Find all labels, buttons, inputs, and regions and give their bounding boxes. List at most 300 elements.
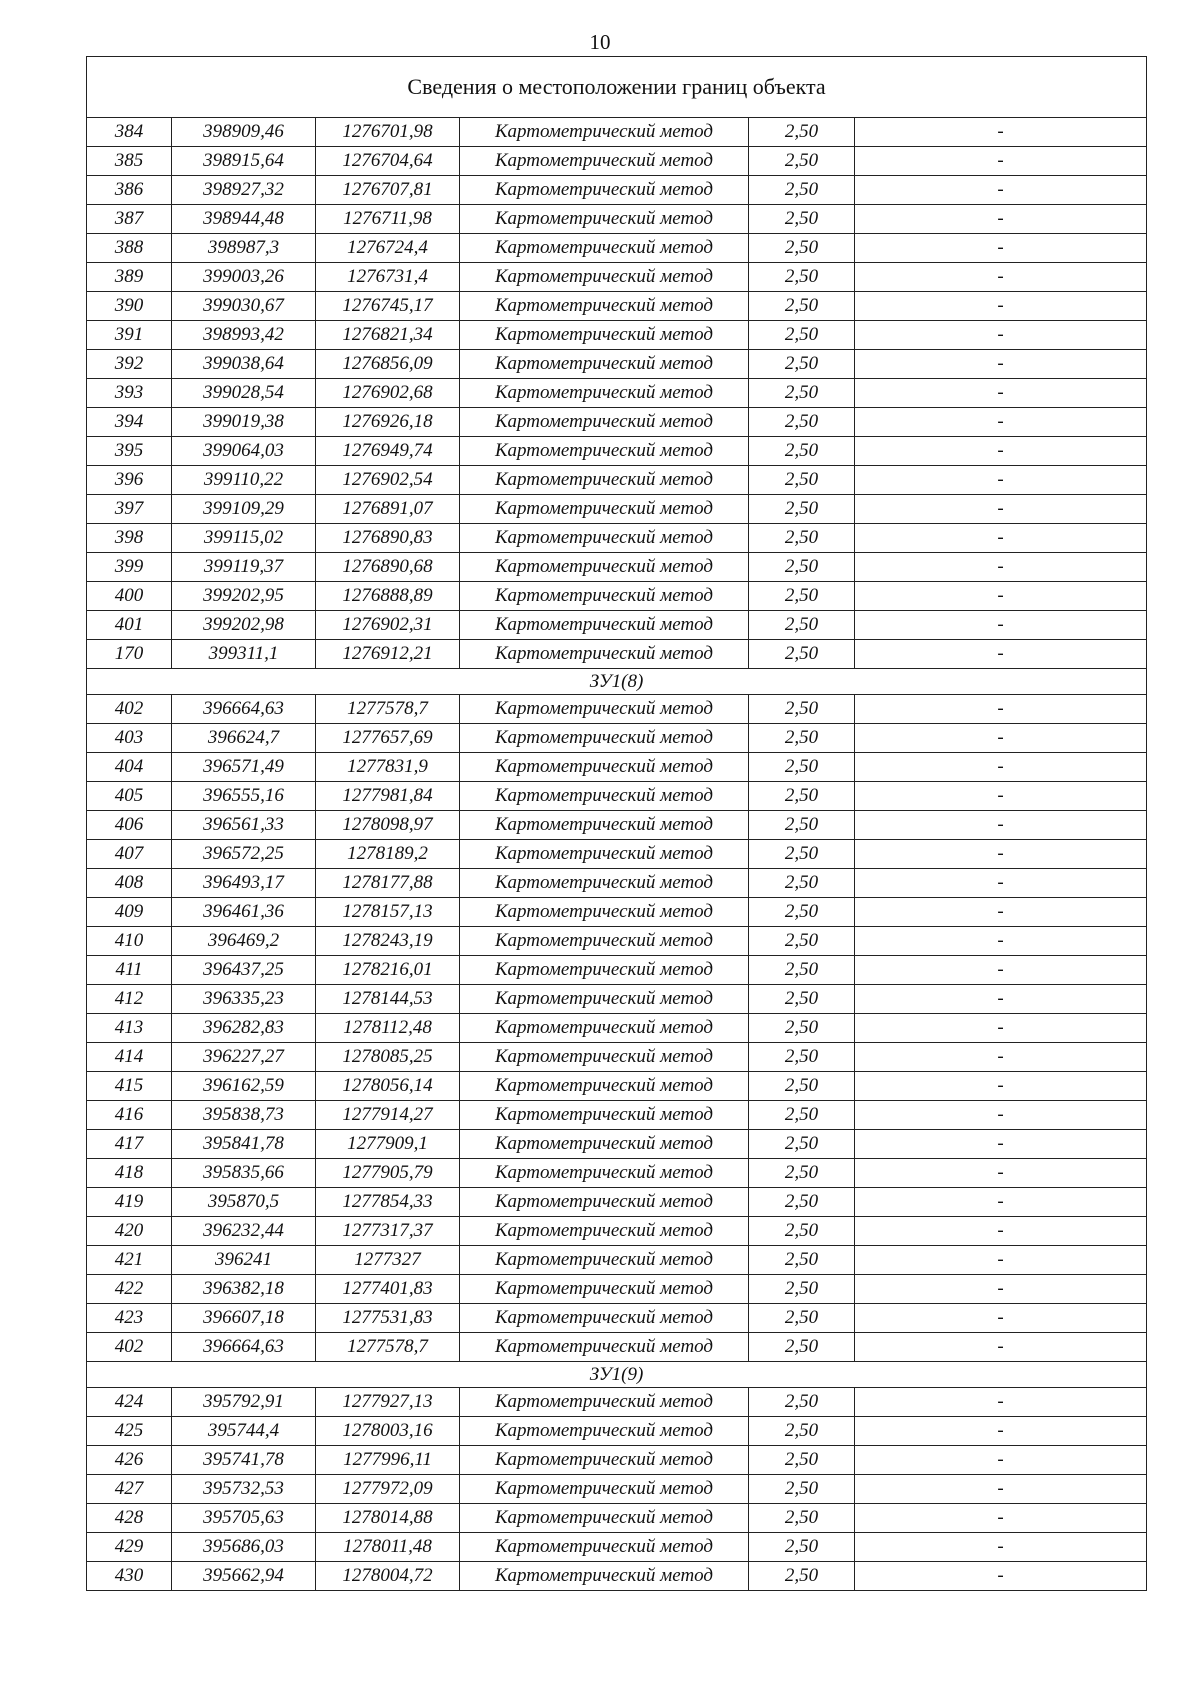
point-number-cell: 397 <box>87 495 172 524</box>
y-coordinate-cell: 1278157,13 <box>316 898 460 927</box>
method-cell: Картометрический метод <box>460 1275 749 1304</box>
accuracy-cell: 2,50 <box>749 118 855 147</box>
accuracy-cell: 2,50 <box>749 1217 855 1246</box>
x-coordinate-cell: 396227,27 <box>172 1043 316 1072</box>
table-row <box>87 321 1147 350</box>
description-cell: - <box>855 408 1147 437</box>
table-title-row <box>87 57 1147 118</box>
y-coordinate-cell: 1277401,83 <box>316 1275 460 1304</box>
accuracy-cell: 2,50 <box>749 869 855 898</box>
accuracy-cell: 2,50 <box>749 640 855 669</box>
x-coordinate-cell: 399003,26 <box>172 263 316 292</box>
description-cell: - <box>855 553 1147 582</box>
x-coordinate-cell: 399110,22 <box>172 466 316 495</box>
table-row <box>87 263 1147 292</box>
y-coordinate-cell: 1276704,64 <box>316 147 460 176</box>
table-row <box>87 724 1147 753</box>
y-coordinate-cell: 1276701,98 <box>316 118 460 147</box>
table-row <box>87 524 1147 553</box>
method-cell: Картометрический метод <box>460 1101 749 1130</box>
method-cell: Картометрический метод <box>460 869 749 898</box>
x-coordinate-cell: 395870,5 <box>172 1188 316 1217</box>
table-row <box>87 1217 1147 1246</box>
x-coordinate-cell: 398909,46 <box>172 118 316 147</box>
accuracy-cell: 2,50 <box>749 927 855 956</box>
table-row <box>87 1014 1147 1043</box>
y-coordinate-cell: 1278014,88 <box>316 1504 460 1533</box>
description-cell: - <box>855 1275 1147 1304</box>
point-number-cell: 416 <box>87 1101 172 1130</box>
table-row <box>87 495 1147 524</box>
point-number-cell: 426 <box>87 1446 172 1475</box>
method-cell: Картометрический метод <box>460 611 749 640</box>
point-number-cell: 405 <box>87 782 172 811</box>
method-cell: Картометрический метод <box>460 1043 749 1072</box>
point-number-cell: 417 <box>87 1130 172 1159</box>
accuracy-cell: 2,50 <box>749 1130 855 1159</box>
table-row <box>87 1417 1147 1446</box>
y-coordinate-cell: 1278144,53 <box>316 985 460 1014</box>
point-number-cell: 420 <box>87 1217 172 1246</box>
section-header: ЗУ1(8) <box>87 669 1147 695</box>
description-cell: - <box>855 466 1147 495</box>
y-coordinate-cell: 1276711,98 <box>316 205 460 234</box>
y-coordinate-cell: 1276856,09 <box>316 350 460 379</box>
method-cell: Картометрический метод <box>460 582 749 611</box>
y-coordinate-cell: 1277854,33 <box>316 1188 460 1217</box>
accuracy-cell: 2,50 <box>749 205 855 234</box>
description-cell: - <box>855 292 1147 321</box>
y-coordinate-cell: 1277578,7 <box>316 695 460 724</box>
table-row <box>87 898 1147 927</box>
point-number-cell: 421 <box>87 1246 172 1275</box>
table-row <box>87 1043 1147 1072</box>
accuracy-cell: 2,50 <box>749 1475 855 1504</box>
description-cell: - <box>855 1159 1147 1188</box>
point-number-cell: 388 <box>87 234 172 263</box>
description-cell: - <box>855 640 1147 669</box>
description-cell: - <box>855 582 1147 611</box>
method-cell: Картометрический метод <box>460 1333 749 1362</box>
table-row <box>87 147 1147 176</box>
y-coordinate-cell: 1278004,72 <box>316 1562 460 1591</box>
section-header-row <box>87 1362 1147 1388</box>
method-cell: Картометрический метод <box>460 811 749 840</box>
table-row <box>87 840 1147 869</box>
x-coordinate-cell: 395741,78 <box>172 1446 316 1475</box>
method-cell: Картометрический метод <box>460 1188 749 1217</box>
table-row <box>87 956 1147 985</box>
x-coordinate-cell: 396437,25 <box>172 956 316 985</box>
accuracy-cell: 2,50 <box>749 1014 855 1043</box>
y-coordinate-cell: 1277909,1 <box>316 1130 460 1159</box>
description-cell: - <box>855 695 1147 724</box>
y-coordinate-cell: 1276926,18 <box>316 408 460 437</box>
x-coordinate-cell: 396555,16 <box>172 782 316 811</box>
description-cell: - <box>855 753 1147 782</box>
table-row <box>87 1246 1147 1275</box>
method-cell: Картометрический метод <box>460 350 749 379</box>
point-number-cell: 413 <box>87 1014 172 1043</box>
point-number-cell: 400 <box>87 582 172 611</box>
description-cell: - <box>855 1072 1147 1101</box>
x-coordinate-cell: 396335,23 <box>172 985 316 1014</box>
description-cell: - <box>855 1562 1147 1591</box>
accuracy-cell: 2,50 <box>749 1159 855 1188</box>
y-coordinate-cell: 1276724,4 <box>316 234 460 263</box>
y-coordinate-cell: 1278056,14 <box>316 1072 460 1101</box>
description-cell: - <box>855 811 1147 840</box>
point-number-cell: 402 <box>87 1333 172 1362</box>
x-coordinate-cell: 396572,25 <box>172 840 316 869</box>
accuracy-cell: 2,50 <box>749 753 855 782</box>
method-cell: Картометрический метод <box>460 1504 749 1533</box>
accuracy-cell: 2,50 <box>749 1246 855 1275</box>
x-coordinate-cell: 399038,64 <box>172 350 316 379</box>
x-coordinate-cell: 398993,42 <box>172 321 316 350</box>
point-number-cell: 385 <box>87 147 172 176</box>
accuracy-cell: 2,50 <box>749 1188 855 1217</box>
point-number-cell: 389 <box>87 263 172 292</box>
table-row <box>87 811 1147 840</box>
table-row <box>87 234 1147 263</box>
point-number-cell: 422 <box>87 1275 172 1304</box>
description-cell: - <box>855 782 1147 811</box>
y-coordinate-cell: 1278011,48 <box>316 1533 460 1562</box>
point-number-cell: 386 <box>87 176 172 205</box>
table-row <box>87 1188 1147 1217</box>
x-coordinate-cell: 399109,29 <box>172 495 316 524</box>
y-coordinate-cell: 1276902,68 <box>316 379 460 408</box>
method-cell: Картометрический метод <box>460 898 749 927</box>
accuracy-cell: 2,50 <box>749 147 855 176</box>
y-coordinate-cell: 1278085,25 <box>316 1043 460 1072</box>
method-cell: Картометрический метод <box>460 176 749 205</box>
description-cell: - <box>855 1533 1147 1562</box>
accuracy-cell: 2,50 <box>749 1504 855 1533</box>
accuracy-cell: 2,50 <box>749 956 855 985</box>
accuracy-cell: 2,50 <box>749 1533 855 1562</box>
x-coordinate-cell: 395841,78 <box>172 1130 316 1159</box>
x-coordinate-cell: 396282,83 <box>172 1014 316 1043</box>
x-coordinate-cell: 395732,53 <box>172 1475 316 1504</box>
x-coordinate-cell: 396382,18 <box>172 1275 316 1304</box>
x-coordinate-cell: 399064,03 <box>172 437 316 466</box>
accuracy-cell: 2,50 <box>749 321 855 350</box>
point-number-cell: 409 <box>87 898 172 927</box>
description-cell: - <box>855 147 1147 176</box>
x-coordinate-cell: 399119,37 <box>172 553 316 582</box>
description-cell: - <box>855 1446 1147 1475</box>
table-row <box>87 379 1147 408</box>
point-number-cell: 419 <box>87 1188 172 1217</box>
method-cell: Картометрический метод <box>460 408 749 437</box>
x-coordinate-cell: 395744,4 <box>172 1417 316 1446</box>
table-row <box>87 1446 1147 1475</box>
y-coordinate-cell: 1277914,27 <box>316 1101 460 1130</box>
x-coordinate-cell: 399028,54 <box>172 379 316 408</box>
description-cell: - <box>855 350 1147 379</box>
point-number-cell: 424 <box>87 1388 172 1417</box>
method-cell: Картометрический метод <box>460 263 749 292</box>
table-row <box>87 176 1147 205</box>
description-cell: - <box>855 1188 1147 1217</box>
description-cell: - <box>855 869 1147 898</box>
accuracy-cell: 2,50 <box>749 1446 855 1475</box>
description-cell: - <box>855 524 1147 553</box>
point-number-cell: 425 <box>87 1417 172 1446</box>
y-coordinate-cell: 1276902,54 <box>316 466 460 495</box>
point-number-cell: 418 <box>87 1159 172 1188</box>
accuracy-cell: 2,50 <box>749 234 855 263</box>
y-coordinate-cell: 1278216,01 <box>316 956 460 985</box>
method-cell: Картометрический метод <box>460 1130 749 1159</box>
y-coordinate-cell: 1277531,83 <box>316 1304 460 1333</box>
accuracy-cell: 2,50 <box>749 292 855 321</box>
table-row <box>87 1101 1147 1130</box>
x-coordinate-cell: 396162,59 <box>172 1072 316 1101</box>
y-coordinate-cell: 1277317,37 <box>316 1217 460 1246</box>
method-cell: Картометрический метод <box>460 985 749 1014</box>
x-coordinate-cell: 399019,38 <box>172 408 316 437</box>
method-cell: Картометрический метод <box>460 840 749 869</box>
method-cell: Картометрический метод <box>460 1014 749 1043</box>
method-cell: Картометрический метод <box>460 1533 749 1562</box>
point-number-cell: 410 <box>87 927 172 956</box>
x-coordinate-cell: 399202,98 <box>172 611 316 640</box>
x-coordinate-cell: 396664,63 <box>172 1333 316 1362</box>
y-coordinate-cell: 1277578,7 <box>316 1333 460 1362</box>
table-row <box>87 1304 1147 1333</box>
table-row <box>87 869 1147 898</box>
description-cell: - <box>855 840 1147 869</box>
method-cell: Картометрический метод <box>460 1417 749 1446</box>
boundary-coordinates-table <box>86 56 1147 1591</box>
accuracy-cell: 2,50 <box>749 1417 855 1446</box>
description-cell: - <box>855 495 1147 524</box>
table-row <box>87 611 1147 640</box>
description-cell: - <box>855 1333 1147 1362</box>
accuracy-cell: 2,50 <box>749 724 855 753</box>
point-number-cell: 415 <box>87 1072 172 1101</box>
description-cell: - <box>855 437 1147 466</box>
x-coordinate-cell: 396232,44 <box>172 1217 316 1246</box>
x-coordinate-cell: 395838,73 <box>172 1101 316 1130</box>
method-cell: Картометрический метод <box>460 147 749 176</box>
point-number-cell: 407 <box>87 840 172 869</box>
table-row <box>87 408 1147 437</box>
method-cell: Картометрический метод <box>460 321 749 350</box>
accuracy-cell: 2,50 <box>749 524 855 553</box>
accuracy-cell: 2,50 <box>749 437 855 466</box>
description-cell: - <box>855 1504 1147 1533</box>
method-cell: Картометрический метод <box>460 553 749 582</box>
y-coordinate-cell: 1278243,19 <box>316 927 460 956</box>
point-number-cell: 428 <box>87 1504 172 1533</box>
table-row <box>87 640 1147 669</box>
description-cell: - <box>855 321 1147 350</box>
accuracy-cell: 2,50 <box>749 1562 855 1591</box>
y-coordinate-cell: 1276891,07 <box>316 495 460 524</box>
point-number-cell: 406 <box>87 811 172 840</box>
description-cell: - <box>855 379 1147 408</box>
accuracy-cell: 2,50 <box>749 495 855 524</box>
accuracy-cell: 2,50 <box>749 176 855 205</box>
x-coordinate-cell: 396469,2 <box>172 927 316 956</box>
point-number-cell: 408 <box>87 869 172 898</box>
method-cell: Картометрический метод <box>460 956 749 985</box>
table-row <box>87 1333 1147 1362</box>
table-row <box>87 985 1147 1014</box>
accuracy-cell: 2,50 <box>749 1275 855 1304</box>
accuracy-cell: 2,50 <box>749 379 855 408</box>
method-cell: Картометрический метод <box>460 1562 749 1591</box>
method-cell: Картометрический метод <box>460 1475 749 1504</box>
x-coordinate-cell: 396664,63 <box>172 695 316 724</box>
method-cell: Картометрический метод <box>460 495 749 524</box>
x-coordinate-cell: 396561,33 <box>172 811 316 840</box>
point-number-cell: 414 <box>87 1043 172 1072</box>
x-coordinate-cell: 395705,63 <box>172 1504 316 1533</box>
y-coordinate-cell: 1276731,4 <box>316 263 460 292</box>
point-number-cell: 390 <box>87 292 172 321</box>
point-number-cell: 399 <box>87 553 172 582</box>
point-number-cell: 396 <box>87 466 172 495</box>
x-coordinate-cell: 396241 <box>172 1246 316 1275</box>
section-header: ЗУ1(9) <box>87 1362 1147 1388</box>
method-cell: Картометрический метод <box>460 1246 749 1275</box>
table-row <box>87 205 1147 234</box>
point-number-cell: 398 <box>87 524 172 553</box>
point-number-cell: 412 <box>87 985 172 1014</box>
accuracy-cell: 2,50 <box>749 1043 855 1072</box>
method-cell: Картометрический метод <box>460 1159 749 1188</box>
method-cell: Картометрический метод <box>460 292 749 321</box>
page-number: 10 <box>589 30 611 54</box>
method-cell: Картометрический метод <box>460 234 749 263</box>
accuracy-cell: 2,50 <box>749 695 855 724</box>
y-coordinate-cell: 1277831,9 <box>316 753 460 782</box>
table-row <box>87 782 1147 811</box>
accuracy-cell: 2,50 <box>749 350 855 379</box>
method-cell: Картометрический метод <box>460 927 749 956</box>
x-coordinate-cell: 398915,64 <box>172 147 316 176</box>
description-cell: - <box>855 724 1147 753</box>
x-coordinate-cell: 395835,66 <box>172 1159 316 1188</box>
y-coordinate-cell: 1276707,81 <box>316 176 460 205</box>
description-cell: - <box>855 1014 1147 1043</box>
x-coordinate-cell: 399202,95 <box>172 582 316 611</box>
point-number-cell: 402 <box>87 695 172 724</box>
accuracy-cell: 2,50 <box>749 840 855 869</box>
table-row <box>87 1533 1147 1562</box>
table-row <box>87 118 1147 147</box>
description-cell: - <box>855 1417 1147 1446</box>
table-row <box>87 350 1147 379</box>
y-coordinate-cell: 1276890,83 <box>316 524 460 553</box>
y-coordinate-cell: 1277327 <box>316 1246 460 1275</box>
method-cell: Картометрический метод <box>460 640 749 669</box>
accuracy-cell: 2,50 <box>749 408 855 437</box>
y-coordinate-cell: 1277981,84 <box>316 782 460 811</box>
accuracy-cell: 2,50 <box>749 1072 855 1101</box>
y-coordinate-cell: 1276745,17 <box>316 292 460 321</box>
method-cell: Картометрический метод <box>460 466 749 495</box>
x-coordinate-cell: 395662,94 <box>172 1562 316 1591</box>
table-row <box>87 1159 1147 1188</box>
point-number-cell: 423 <box>87 1304 172 1333</box>
accuracy-cell: 2,50 <box>749 811 855 840</box>
y-coordinate-cell: 1278112,48 <box>316 1014 460 1043</box>
description-cell: - <box>855 985 1147 1014</box>
point-number-cell: 391 <box>87 321 172 350</box>
accuracy-cell: 2,50 <box>749 898 855 927</box>
accuracy-cell: 2,50 <box>749 1388 855 1417</box>
point-number-cell: 395 <box>87 437 172 466</box>
x-coordinate-cell: 396461,36 <box>172 898 316 927</box>
description-cell: - <box>855 1475 1147 1504</box>
x-coordinate-cell: 396607,18 <box>172 1304 316 1333</box>
x-coordinate-cell: 399115,02 <box>172 524 316 553</box>
table-row <box>87 553 1147 582</box>
y-coordinate-cell: 1276949,74 <box>316 437 460 466</box>
description-cell: - <box>855 1217 1147 1246</box>
point-number-cell: 170 <box>87 640 172 669</box>
method-cell: Картометрический метод <box>460 1217 749 1246</box>
x-coordinate-cell: 398987,3 <box>172 234 316 263</box>
x-coordinate-cell: 396571,49 <box>172 753 316 782</box>
table-row <box>87 753 1147 782</box>
y-coordinate-cell: 1276912,21 <box>316 640 460 669</box>
y-coordinate-cell: 1278177,88 <box>316 869 460 898</box>
table-row <box>87 1504 1147 1533</box>
method-cell: Картометрический метод <box>460 753 749 782</box>
table-row <box>87 1130 1147 1159</box>
point-number-cell: 393 <box>87 379 172 408</box>
table-title: Сведения о местоположении границ объекта <box>87 57 1147 118</box>
x-coordinate-cell: 396493,17 <box>172 869 316 898</box>
description-cell: - <box>855 956 1147 985</box>
x-coordinate-cell: 399311,1 <box>172 640 316 669</box>
point-number-cell: 394 <box>87 408 172 437</box>
section-header-row <box>87 669 1147 695</box>
method-cell: Картометрический метод <box>460 1388 749 1417</box>
y-coordinate-cell: 1277972,09 <box>316 1475 460 1504</box>
table-row <box>87 582 1147 611</box>
accuracy-cell: 2,50 <box>749 1304 855 1333</box>
x-coordinate-cell: 399030,67 <box>172 292 316 321</box>
table-row <box>87 695 1147 724</box>
x-coordinate-cell: 395686,03 <box>172 1533 316 1562</box>
method-cell: Картометрический метод <box>460 724 749 753</box>
y-coordinate-cell: 1276821,34 <box>316 321 460 350</box>
description-cell: - <box>855 611 1147 640</box>
description-cell: - <box>855 118 1147 147</box>
y-coordinate-cell: 1277927,13 <box>316 1388 460 1417</box>
y-coordinate-cell: 1276890,68 <box>316 553 460 582</box>
y-coordinate-cell: 1278189,2 <box>316 840 460 869</box>
y-coordinate-cell: 1277996,11 <box>316 1446 460 1475</box>
description-cell: - <box>855 263 1147 292</box>
table-row <box>87 927 1147 956</box>
description-cell: - <box>855 1388 1147 1417</box>
point-number-cell: 401 <box>87 611 172 640</box>
x-coordinate-cell: 398927,32 <box>172 176 316 205</box>
y-coordinate-cell: 1278098,97 <box>316 811 460 840</box>
description-cell: - <box>855 1101 1147 1130</box>
method-cell: Картометрический метод <box>460 695 749 724</box>
x-coordinate-cell: 396624,7 <box>172 724 316 753</box>
